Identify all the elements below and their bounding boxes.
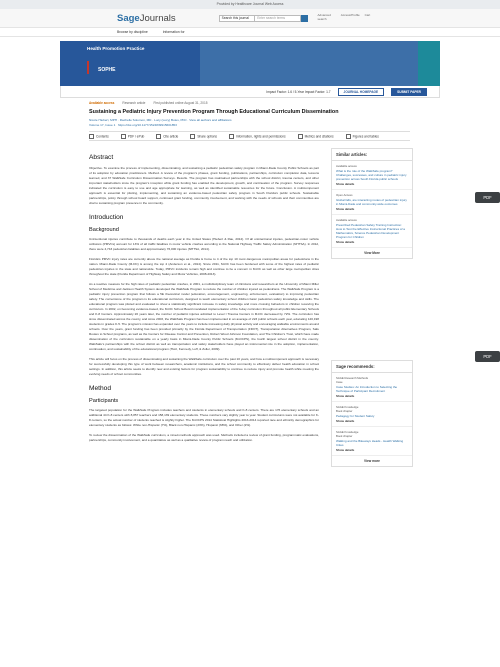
site-header [0, 9, 500, 28]
contents-tab[interactable]: Contents [89, 134, 109, 139]
recommend-title: Sage recommends: [332, 361, 412, 373]
rail-item [332, 402, 412, 427]
banner-accent [418, 41, 440, 86]
section-heading: Abstract [89, 154, 114, 161]
impact-factor: Impact Factor: 1.6 / 5-Year Impact Factor: 1.7 [266, 89, 331, 94]
rail-item-tag: SAGE Knowledge [336, 405, 359, 409]
submit-paper-button[interactable]: SUBMIT PAPER [391, 88, 427, 96]
show-details-toggle[interactable]: Show details [336, 182, 355, 186]
access-profile-link[interactable]: Access/Profile [340, 13, 360, 18]
rail-item-type: Book chapter [336, 409, 353, 413]
rail-item-tag: SAGE Research Methods [336, 376, 369, 380]
body-paragraph: As a reactive measure for the high rates of pediatric pedestrian crashes, in 2001, a multidisciplinary team of clinicians and researchers at the University of Miami Miller School of Medicine and Jackson Health System developed the WalkSafe Program to reduce the number of children injured as pedestrians. The WalkSafe Program is a pediatric injury prevention program that follows a 5E theoretical model (education, encouragement, engineering, enforcement, evaluation) to improving pedestrian safety. The cornerstone of the program is its educational curriculum, designed to teach elementary school children basic pedestrian safety knowledge and skills. The educational program was piloted and evaluated to show a statistically significant increase in safety knowledge and more crossing behaviors in children receiving the curriculum. In 2002, on becoming evidence-based, the M-DC School Board mandated implementation of the 3-day curriculum throughout all public Elementary Schools and K-8 Centers. Approximately 20 years later, the number of pediatric injuries admitted to Level I Trauma Centers in M-DC decreased by 72%. The curriculum has since disseminated across the county, and since 2003, the WalkSafe Program has been implemented in an average of 223 public schools each year, educating 120,198 students in grades K-5. The program's mission has expanded over the years to include increasing daily physical activity and encouraging walkable environments around schools. Over the years, grant funding has been provided primarily by the Florida Department of Transportation (FDOT), Transportation Alternatives Program, Safe Routes to School programs, as well as the Centers for Disease Control and Prevention, Robert Wood Johnson Foundation, and The Children's Trust, which have made dissemination of the curriculum sustainable on a yearly basis in Miami-Dade County Public Schools (M-DCPS), the fourth largest school district in the country. WalkSafe's partnerships with the school district as well as transportation and safety stakeholders have played an instrumental role in the adoption, implementation, continuation, and sustainability of the educational program (Hotz, Kennedy, Luff, & Zoller, 2009). [89, 282, 319, 351]
metrics-tab[interactable]: Metrics and citations [298, 134, 334, 139]
rail-item [332, 427, 412, 456]
show-details-toggle[interactable]: Show details [336, 394, 355, 398]
section-heading: Participants [89, 398, 119, 404]
browse-discipline-menu[interactable]: Browse by discipline [117, 30, 148, 34]
volume-link[interactable]: Volume 17, Issue 1 [89, 123, 116, 127]
information-for-menu[interactable]: Information for [162, 30, 185, 34]
search-scope-select[interactable]: Search this journal [219, 15, 256, 22]
pdf-floating-button-2[interactable]: PDF [475, 351, 500, 362]
similar-articles-panel [331, 148, 413, 259]
permissions-tab[interactable]: Information, rights and permissions [229, 134, 286, 139]
similar-view-more[interactable]: View More [364, 251, 380, 255]
discipline-nav [0, 28, 500, 37]
rail-item-tag: Available access [336, 164, 357, 168]
rail-item-type: Book chapter [336, 434, 353, 438]
institution-bar: Provided by Healthcare Journal Web Access [0, 0, 500, 9]
rail-item [332, 161, 412, 190]
recommend-panel [331, 360, 413, 467]
body-paragraph: Florida's PMVC injury rates are currently above the national average as Florida is home to 4 of the top 10 most dangerous metropolitan areas for pedestrians in the nation. Miami-Dade County (M-DC) is among the top 4 (Anderson et al., 2014). Since 2011, M-DC has been burdened with some of the highest rates of pediatric pedestrian injuries in the state and nationwide. Today, PMVC incidents remain high and continue to be a concern in M-DC as well as other large metropolitan cities throughout the state (Florida Department of Highway Safety and Motor Vehicles, 2008-2013). [89, 257, 319, 276]
author-list[interactable]: Nicole Hiebert, MPH · Rachelle Solomon, MD · Lucy (Lucy) Boles, PhD · View all authors and affiliations [89, 118, 232, 122]
show-details-toggle[interactable]: Show details [336, 240, 355, 244]
show-details-toggle[interactable]: Show details [336, 419, 355, 423]
rail-item-tag: Open Access [336, 193, 353, 197]
rail-item-type: Case [336, 380, 343, 384]
section-heading: Introduction [89, 214, 124, 221]
body-paragraph: Unintentional injuries contribute to thousands of deaths each year in the United States (Hiebert & Rau, 2012). Of all unintentional injuries, pedestrian-motor vehicle collisions (PMVCs) account for 13% of all traffic fatalities in motor vehicle crashes according to the National Highway Traffic Safety Administration (NHTSA). In 2012, there were 4,743 pedestrian fatalities and approximately 76,000 injuries (NHTSA, 2014). [89, 237, 319, 251]
article-type: Research article [122, 101, 146, 105]
journal-homepage-button[interactable]: JOURNAL HOMEPAGE [338, 88, 385, 96]
doi-link[interactable]: https://doi.org/10.1177/1524839915601853 [117, 123, 177, 127]
section-heading: Background [89, 227, 119, 233]
sage-logo[interactable]: SageJournals [117, 12, 176, 24]
rail-item [332, 215, 412, 248]
cite-tab[interactable]: Cite article [156, 134, 178, 139]
rail-item-title[interactable]: Case Studies: An Introduction to Selecting the Technique of Participant Recruitment [336, 385, 398, 393]
rail-item-title[interactable]: What is the role of the WalkSafe program? Challenges, successes, and culture in pediatric injury prevention across South Florida public schools [336, 169, 407, 181]
society-logo-stripe [87, 61, 89, 74]
rail-item-title[interactable]: Prescribed Pedestrian Safety Training Instruction: How to Test the Effective Instructional Practices of a Mathematics, Science Pedestrian Development Program for Children [336, 223, 405, 239]
rail-item [332, 373, 412, 402]
similar-title: Similar articles: [332, 149, 412, 161]
body-paragraph: Objective. To examine the process of implementing, disseminating, and sustaining a pediatric pedestrian safety program in Miami-Dade County Public Schools as part of its adoption by education practitioners. Method. A review of the program's phases, grant funding, publications, partnerships, curriculum completion data, lessons learned, and 37 WalkSafe Curriculum Dissemination Surveys. Results. The program has maintained partnerships with the school district, trauma centers, and other important stakeholders since the program's inception while grant funding has enabled the development, growth, and continuation of the program. Survey responses indicated the curriculum is easy to use and age appropriate for learning, as well as identified sustainable resources for the future. Conclusion. A multicomponent approach is essential for piloting, implementing, and sustaining an evidence-based pedestrian safety program in South Florida's public schools. Sustainable partnerships, policy through school board support, continued grant funding, community involvement, and working with the needs of schools and their communities are vital to sustaining program presence in the community. [89, 166, 319, 205]
society-logo: SOPHE [98, 67, 116, 73]
body-paragraph: The targeted population for the WalkSafe Program includes teachers and students in elementary schools and K-8 centers. There are 176 elementary schools and an additional 44 K-8 centers with 8,857 teachers and 158,139 elementary students. These numbers vary slightly year to year. Student curriculums were not available for K-8 centers, so the actual number of students reached is slightly higher. The M-DCPS 2014 Statistical Highlights 2013-2014 reported race and ethnicity demographics for elementary students as follows: White non-Hispanic (7%), Black non-Hispanic (23%), Hispanic (68%), and Other (2%). [89, 408, 319, 427]
share-tab[interactable]: Share options [190, 134, 217, 139]
rail-item-title[interactable]: Pedagogy for Student Safety [336, 414, 375, 418]
advanced-search-link[interactable]: Advanced search [317, 13, 331, 21]
access-badge: Available access [89, 101, 115, 105]
article-body [89, 146, 319, 448]
article-title: Sustaining a Pediatric Injury Prevention Program Through Educational Curriculum Dissemination [89, 109, 339, 115]
publish-date: First published online August 31, 2015 [153, 101, 208, 105]
show-details-toggle[interactable]: Show details [336, 448, 355, 452]
pdf-tab[interactable]: PDF / ePub [121, 134, 144, 139]
body-paragraph: This article will focus on the process of disseminating and sustaining the WalkSafe curriculum over the past 10 years, and how a multicomponent approach is necessary for successfully developing this type of work between researchers, academic institutions, and the school community to effectively deliver health education in school settings. In addition, this article seeks to identify new and existing factors for program sustainability to continue to reduce injury and promote health while meeting the evolving needs of school communities. [89, 357, 319, 376]
section-heading: Method [89, 385, 111, 392]
header-links [318, 14, 382, 22]
article-tools [89, 131, 410, 141]
search-input[interactable]: Enter search terms [255, 15, 301, 22]
figures-tab[interactable]: Figures and tables [346, 134, 379, 139]
journal-name[interactable]: Health Promotion Practice [87, 46, 145, 51]
pdf-floating-button[interactable]: PDF [475, 192, 500, 203]
rail-item-title[interactable]: Global falls, are interacting routes of pedestrian injury in Miami-Dade and community-wide outcomes [336, 198, 407, 206]
cart-link[interactable]: Cart [364, 13, 371, 18]
rail-item-tag: Available access [336, 218, 357, 222]
rail-item-tag: SAGE Knowledge [336, 430, 359, 434]
show-details-toggle[interactable]: Show details [336, 207, 355, 211]
rail-item [332, 190, 412, 215]
body-paragraph: To review the dissemination of the WalkSafe curriculum, a mixed-methods approach was used. Methods included a review of grant funding, programmatic evaluations, partnerships, community involvement, and a quantitative as well as a qualitative review of program reach and utilization. [89, 433, 319, 442]
banner-artwork [200, 41, 440, 86]
search-icon[interactable] [301, 15, 307, 22]
journal-banner [60, 41, 440, 86]
recommend-view-more[interactable]: View more [364, 459, 380, 463]
journal-actions [60, 86, 440, 98]
article-header [89, 101, 410, 127]
rail-item-title[interactable]: Walking and the Bikeways Heads - Health Walking Cities [336, 439, 404, 447]
